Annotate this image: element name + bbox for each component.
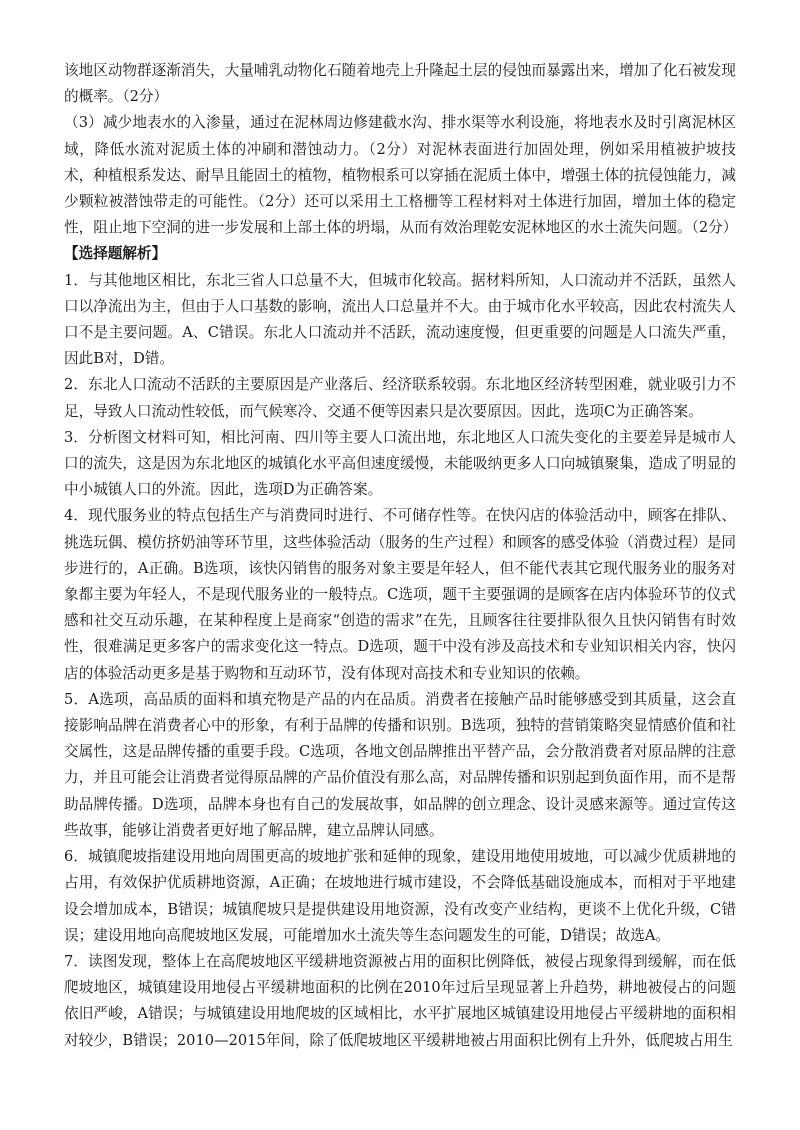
answer-6: 6．城镇爬坡指建设用地向周围更高的坡地扩张和延伸的现象，建设用地使用坡地，可以减少优质耕地的占用，有效保护优质耕地资源，A正确；在坡地进行城市建设，不会降低基础设施成本，而相对于平地建设会增加成本，B错误；城镇爬坡只是提供建设用地资源，没有改变产业结构，更谈不上优化升级，C错误；建设用地向高爬坡地区发展，可能增加水土流失等生态问题发生的可能，D错误；故选A。 [64, 848, 736, 944]
answer-4: 4．现代服务业的特点包括生产与消费同时进行、不可储存性等。在快闪店的体验活动中，顾客在排队、挑选玩偶、模仿挤奶油等环节里，这些体验活动（服务的生产过程）和顾客的感受体验（消费过程）是同步进行的，A正确。B选项，该快闪销售的服务对象主要是年轻人，但不能代表其它现代服务业的服务对象都主要为年轻人，不是现代服务业的一般特点。C选项，题干主要强调的是顾客在店内体验环节的仪式感和社交互动乐趣，在某种程度上是商家“创造的需求”在先，且顾客往往要排队很久且快闪销售有时效性，很难满足更多客户的需求变化这一特点。D选项，题干中没有涉及高技术和专业知识相关内容，快闪店的体验活动更多是基于购物和互动环节，没有体现对高技术和专业知识的依赖。 [64, 507, 736, 682]
answer-5: 5．A选项，高品质的面料和填充物是产品的内在品质。消费者在接触产品时能够感受到其质量，这会直接影响品牌在消费者心中的形象，有利于品牌的传播和识别。B选项，独特的营销策略突显情感价值和社交属性，这是品牌传播的重要手段。C选项，各地文创品牌推出平替产品，会分散消费者对原品牌的注意力，并且可能会让消费者觉得原品牌的产品价值没有那么高，对品牌传播和识别起到负面作用，而不是帮助品牌传播。D选项，品牌本身也有自己的发展故事，如品牌的创立理念、设计灵感来源等。通过宣传这些故事，能够让消费者更好地了解品牌，建立品牌认同感。 [64, 690, 736, 839]
answer-7: 7．读图发现，整体上在高爬坡地区平缓耕地资源被占用的面积比例降低，被侵占现象得到缓解，而在低爬坡地区，城镇建设用地侵占平缓耕地面积的比例在2010年过后呈现显著上升趋势，耕地被侵占的问题依旧严峻，A错误；与城镇建设用地爬坡的区域相比，水平扩展地区城镇建设用地侵占平缓耕地的面积相对较少，B错误；2010—2015年间，除了低爬坡地区平缓耕地被占用面积比例有上升外，低爬坡占用生 [64, 952, 736, 1049]
answer-1: 1．与其他地区相比，东北三省人口总量不大，但城市化较高。据材料所知，人口流动并不活跃，虽然人口以净流出为主，但由于人口基数的影响，流出人口总量并不大。由于城市化水平较高，因此农村流失人口不是主要问题。A、C错误。东北人口流动并不活跃，流动速度慢，但更重要的问题是人口流失严重，因此B对，D错。 [64, 271, 736, 368]
answer-2: 2．东北人口流动不活跃的主要原因是产业落后、经济联系较弱。东北地区经济转型困难，就业吸引力不足，导致人口流动性较低，而气候寒冷、交通不便等因素只是次要原因。因此，选项C为正确答案。 [64, 376, 736, 420]
section-title: 【选择题解析】 [64, 245, 167, 263]
answer-3: 3．分析图文材料可知，相比河南、四川等主要人口流出地，东北地区人口流失变化的主要差异是城市人口的流失，这是因为东北地区的城镇化水平高但速度缓慢，未能吸纳更多人口向城镇聚集，造成了明显的中小城镇人口的外流。因此，选项D为正确答案。 [64, 428, 736, 499]
paragraph-answer-3: （3）减少地表水的入渗量，通过在泥林周边修建截水沟、排水渠等水利设施，将地表水及时引离泥林区域，降低水流对泥质土体的冲刷和潜蚀动力。（2分）对泥林表面进行加固处理，例如采用植被护坡技术，种植根系发达、耐旱且能固土的植物，植物根系可以穿插在泥质土体中，增强土体的抗侵蚀能力，减少颗粒被潜蚀带走的可能性。（2分）还可以采用土工格栅等工程材料对土体进行加固，增加土体的稳定性，阻止地下空洞的进一步发展和上部土体的坍塌，从而有效治理乾安泥林地区的水土流失问题。（2分） [64, 114, 738, 237]
paragraph-continuation: 该地区动物群逐渐消失，大量哺乳动物化石随着地壳上升隆起土层的侵蚀而暴露出来，增加了化石被发现的概率。（2分） [64, 62, 736, 106]
